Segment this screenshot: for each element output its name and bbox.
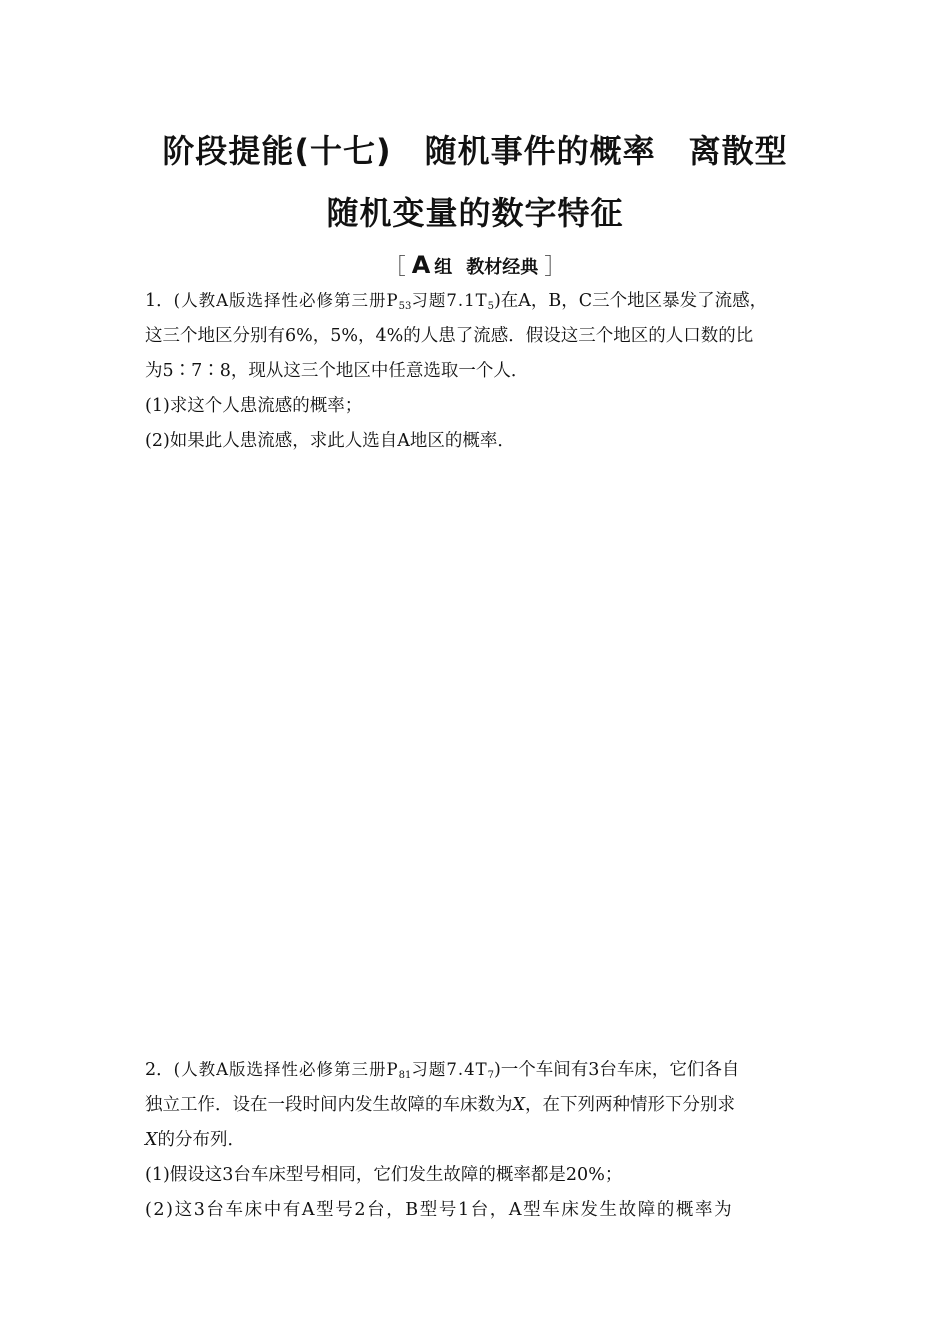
problem-1-line-1 [145,288,815,314]
page-title-line-2: 随机变量的数字特征 [326,194,624,232]
problem-1-source-page: 53 [398,301,412,312]
problem-2-text-b: ，在下列两种情形下分别求 [524,1095,735,1115]
problem-2-part-1: (1)假设这3台车床型号相同，它们发生故障的概率都是20%； [145,1165,623,1185]
variable-x: X [145,1130,158,1150]
problem-2-line-1 [145,1057,815,1083]
bracket-right: ］ [544,255,567,280]
problem-2-line-3 [145,1127,815,1153]
group-badge: A [411,251,431,279]
problem-1-line-3: 为5∶7∶8，现从这三个地区中任意选取一个人． [145,361,529,381]
problem-1-line-2: 这三个地区分别有6%，5%，4%的人患了流感．假设这三个地区的人口数的比 [145,326,754,346]
group-label: 组 [434,257,453,278]
problem-2-source-tail: 习题7.4T [411,1060,488,1079]
problem-1-source: (人教A版选择性必修第三册P [173,291,399,310]
problem-2-line-2 [145,1092,815,1118]
problem-1-source-tail: 习题7.1T [411,291,488,310]
problem-2-source: (人教A版选择性必修第三册P [173,1060,399,1079]
problem-1-text: )在A，B，C三个地区暴发了流感， [493,291,768,311]
page-title-line-1: 阶段提能(十七) 随机事件的概率 离散型 [162,132,788,170]
problem-2-source-sub: 7 [487,1070,494,1081]
problem-2-number: 2． [145,1060,174,1080]
problem-1-number: 1． [145,291,174,311]
problem-2-text-a: 独立工作．设在一段时间内发生故障的车床数为 [145,1095,513,1115]
group-name: 教材经典 [466,257,539,278]
group-heading [0,250,950,281]
problem-2-text: )一个车间有3台车床，它们各自 [493,1060,740,1080]
problem-2-text-c: 的分布列． [157,1130,245,1150]
problem-1-part-1: (1)求这个人患流感的概率； [145,396,363,416]
bracket-left: ［ [383,255,406,280]
problem-2-source-page: 81 [398,1070,412,1081]
problem-2-part-2: (2)这3台车床中有A型号2台，B型号1台，A型车床发生故障的概率为 [145,1200,734,1220]
variable-x: X [512,1095,525,1115]
problem-1-source-sub: 5 [487,301,494,312]
problem-1-part-2: (2)如果此人患流感，求此人选自A地区的概率． [145,431,515,451]
